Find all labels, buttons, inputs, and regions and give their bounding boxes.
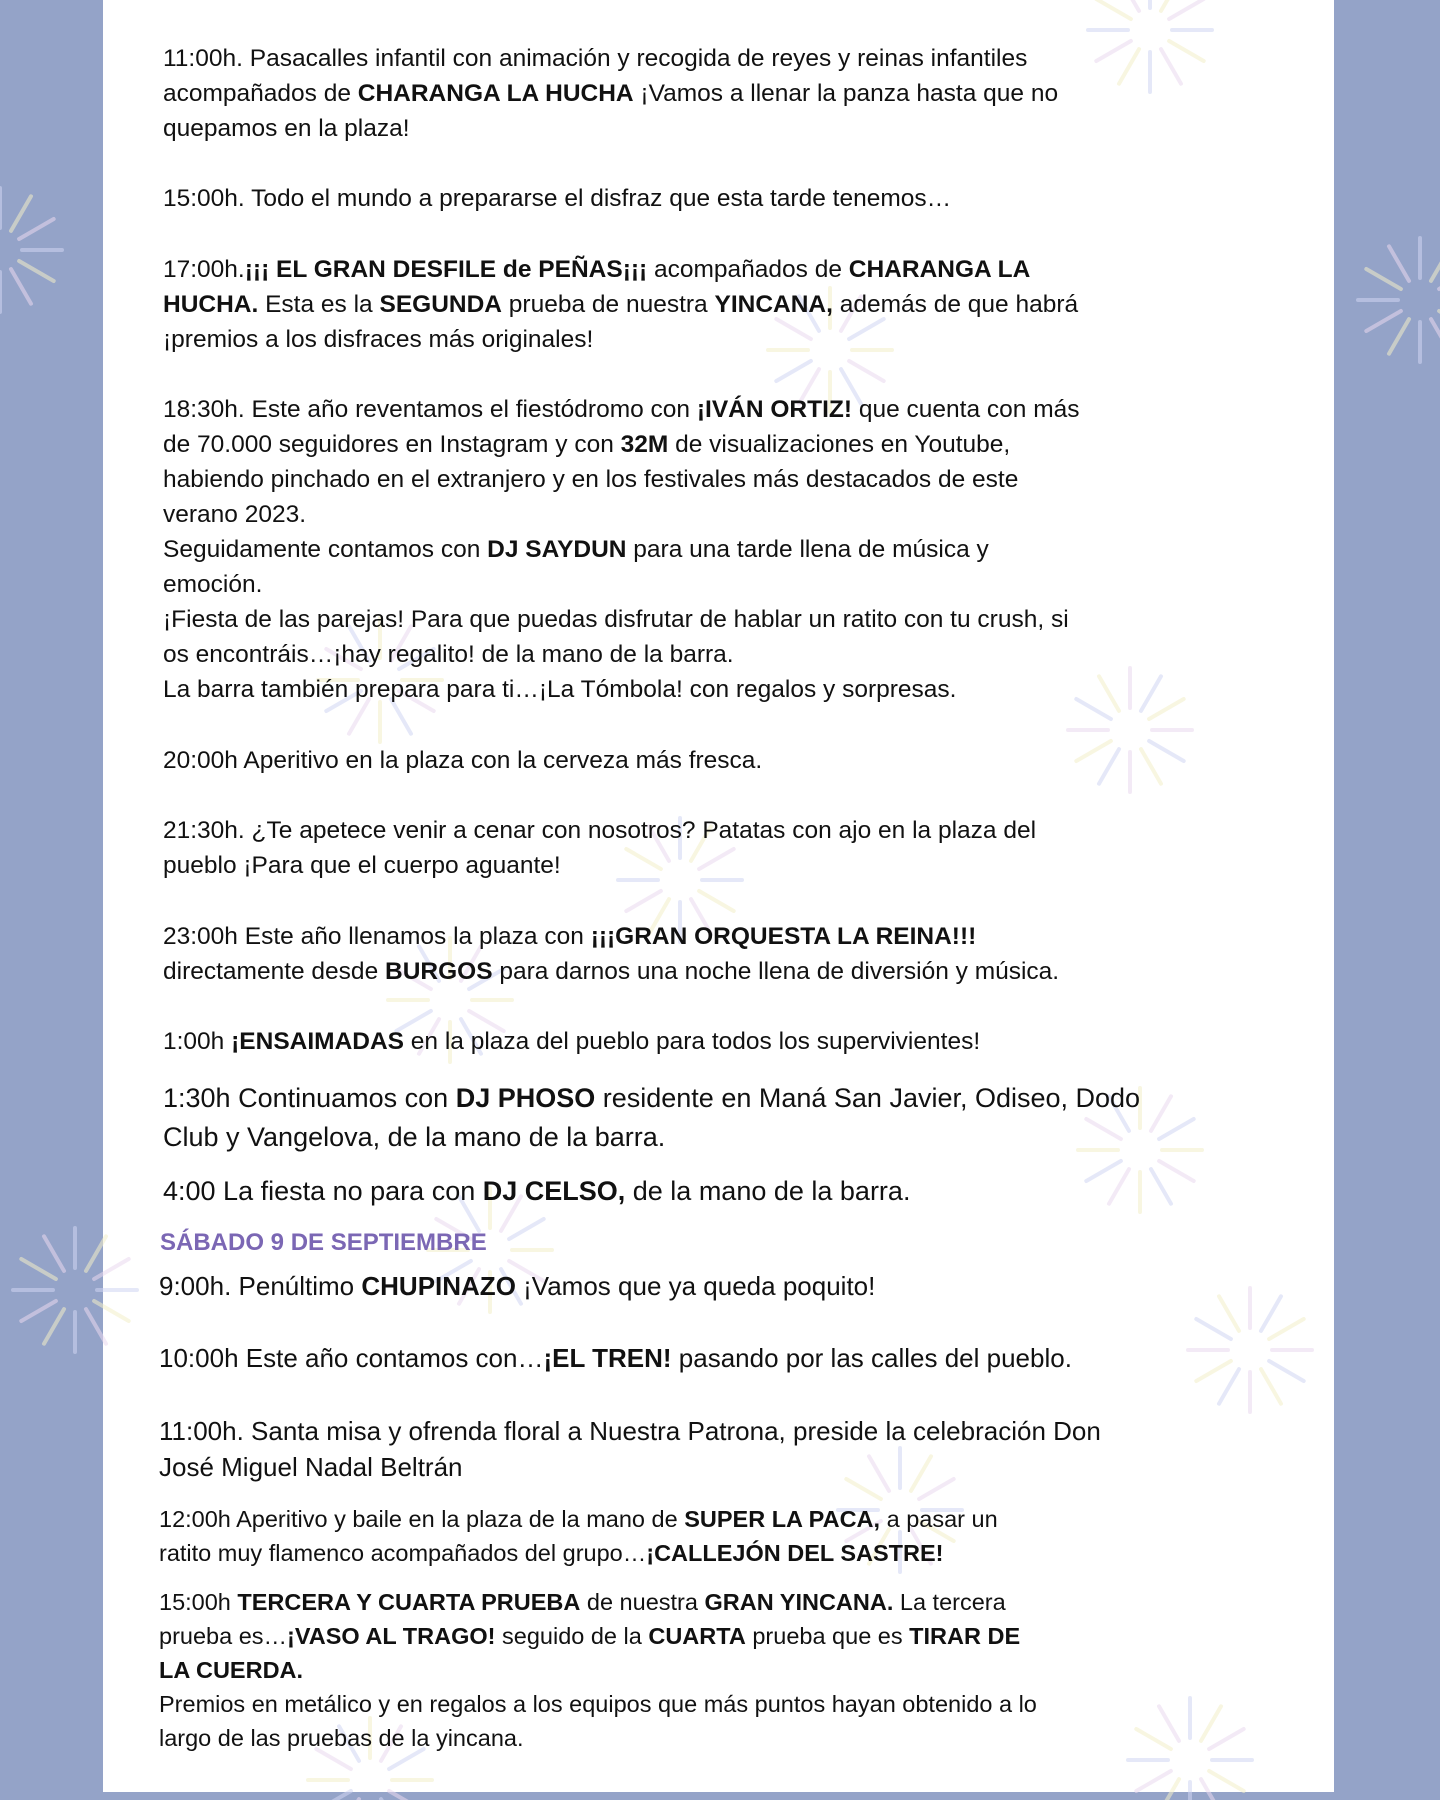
text-line: José Miguel Nadal Beltrán xyxy=(159,1452,463,1482)
text-line: 12:00h Aperitivo y baile en la plaza de la mano de SUPER LA PACA, a pasar un xyxy=(159,1506,998,1532)
text-line: 11:00h. Pasacalles infantil con animación y recogida de reyes y reinas infantiles xyxy=(163,45,1028,72)
text-line: 10:00h Este año contamos con…¡EL TREN! pasando por las calles del pueblo. xyxy=(159,1343,1072,1373)
text-line: 18:30h. Este año reventamos el fiestódromo con ¡IVÁN ORTIZ! que cuenta con más xyxy=(163,396,1080,423)
text-line: ¡premios a los disfraces más originales! xyxy=(163,326,594,353)
text-line: directamente desde BURGOS para darnos una noche llena de diversión y música. xyxy=(163,958,1060,985)
text-line: ratito muy flamenco acompañados del grupo…¡CALLEJÓN DEL SASTRE! xyxy=(159,1540,944,1566)
text-line: ¡Fiesta de las parejas! Para que puedas disfrutar de hablar un ratito con tu crush, si xyxy=(163,606,1069,633)
text-line: 11:00h. Santa misa y ofrenda floral a Nuestra Patrona, preside la celebración Don xyxy=(159,1416,1101,1446)
text-line: verano 2023. xyxy=(163,501,307,528)
text-line: 4:00 La fiesta no para con DJ CELSO, de la mano de la barra. xyxy=(163,1176,911,1206)
text-line: 15:00h. Todo el mundo a prepararse el disfraz que esta tarde tenemos… xyxy=(163,185,952,212)
text-line: 9:00h. Penúltimo CHUPINAZO ¡Vamos que ya queda poquito! xyxy=(159,1271,876,1301)
text-line: largo de las pruebas de la yincana. xyxy=(159,1725,524,1751)
text-line: os encontráis…¡hay regalito! de la mano de la barra. xyxy=(163,641,734,668)
text-line: 15:00h TERCERA Y CUARTA PRUEBA de nuestra GRAN YINCANA. La tercera xyxy=(159,1589,1006,1615)
text-line: 20:00h Aperitivo en la plaza con la cerveza más fresca. xyxy=(163,747,763,774)
text-line: 23:00h Este año llenamos la plaza con ¡¡¡GRAN ORQUESTA LA REINA!!! xyxy=(163,923,977,950)
text-line: 21:30h. ¿Te apetece venir a cenar con nosotros? Patatas con ajo en la plaza del xyxy=(163,817,1037,844)
text-line: 17:00h.¡¡¡ EL GRAN DESFILE de PEÑAS¡¡¡ acompañados de CHARANGA LA xyxy=(163,256,1031,283)
text-line: pueblo ¡Para que el cuerpo aguante! xyxy=(163,852,561,879)
text-line: Club y Vangelova, de la mano de la barra. xyxy=(163,1122,666,1152)
text-line: HUCHA. Esta es la SEGUNDA prueba de nuestra YINCANA, además de que habrá xyxy=(163,291,1079,318)
text-line: Premios en metálico y en regalos a los equipos que más puntos hayan obtenido a lo xyxy=(159,1691,1037,1717)
text-line: quepamos en la plaza! xyxy=(163,115,410,142)
section-heading-saturday: SÁBADO 9 DE SEPTIEMBRE xyxy=(160,1229,487,1256)
text-line: prueba es…¡VASO AL TRAGO! seguido de la CUARTA prueba que es TIRAR DE xyxy=(159,1623,1021,1649)
text-line: La barra también prepara para ti…¡La Tómbola! con regalos y sorpresas. xyxy=(163,676,957,703)
text-line: 1:00h ¡ENSAIMADAS en la plaza del pueblo para todos los supervivientes! xyxy=(163,1028,981,1055)
text-line: emoción. xyxy=(163,571,263,598)
text-line: acompañados de CHARANGA LA HUCHA ¡Vamos a llenar la panza hasta que no xyxy=(163,80,1059,107)
text-line: Seguidamente contamos con DJ SAYDUN para una tarde llena de música y xyxy=(163,536,989,563)
text-line: de 70.000 seguidores en Instagram y con 32M de visualizaciones en Youtube, xyxy=(163,431,1011,458)
text-line: LA CUERDA. xyxy=(159,1657,304,1683)
text-line: 1:30h Continuamos con DJ PHOSO residente en Maná San Javier, Odiseo, Dodo xyxy=(163,1083,1141,1113)
text-line: habiendo pinchado en el extranjero y en los festivales más destacados de este xyxy=(163,466,1019,493)
